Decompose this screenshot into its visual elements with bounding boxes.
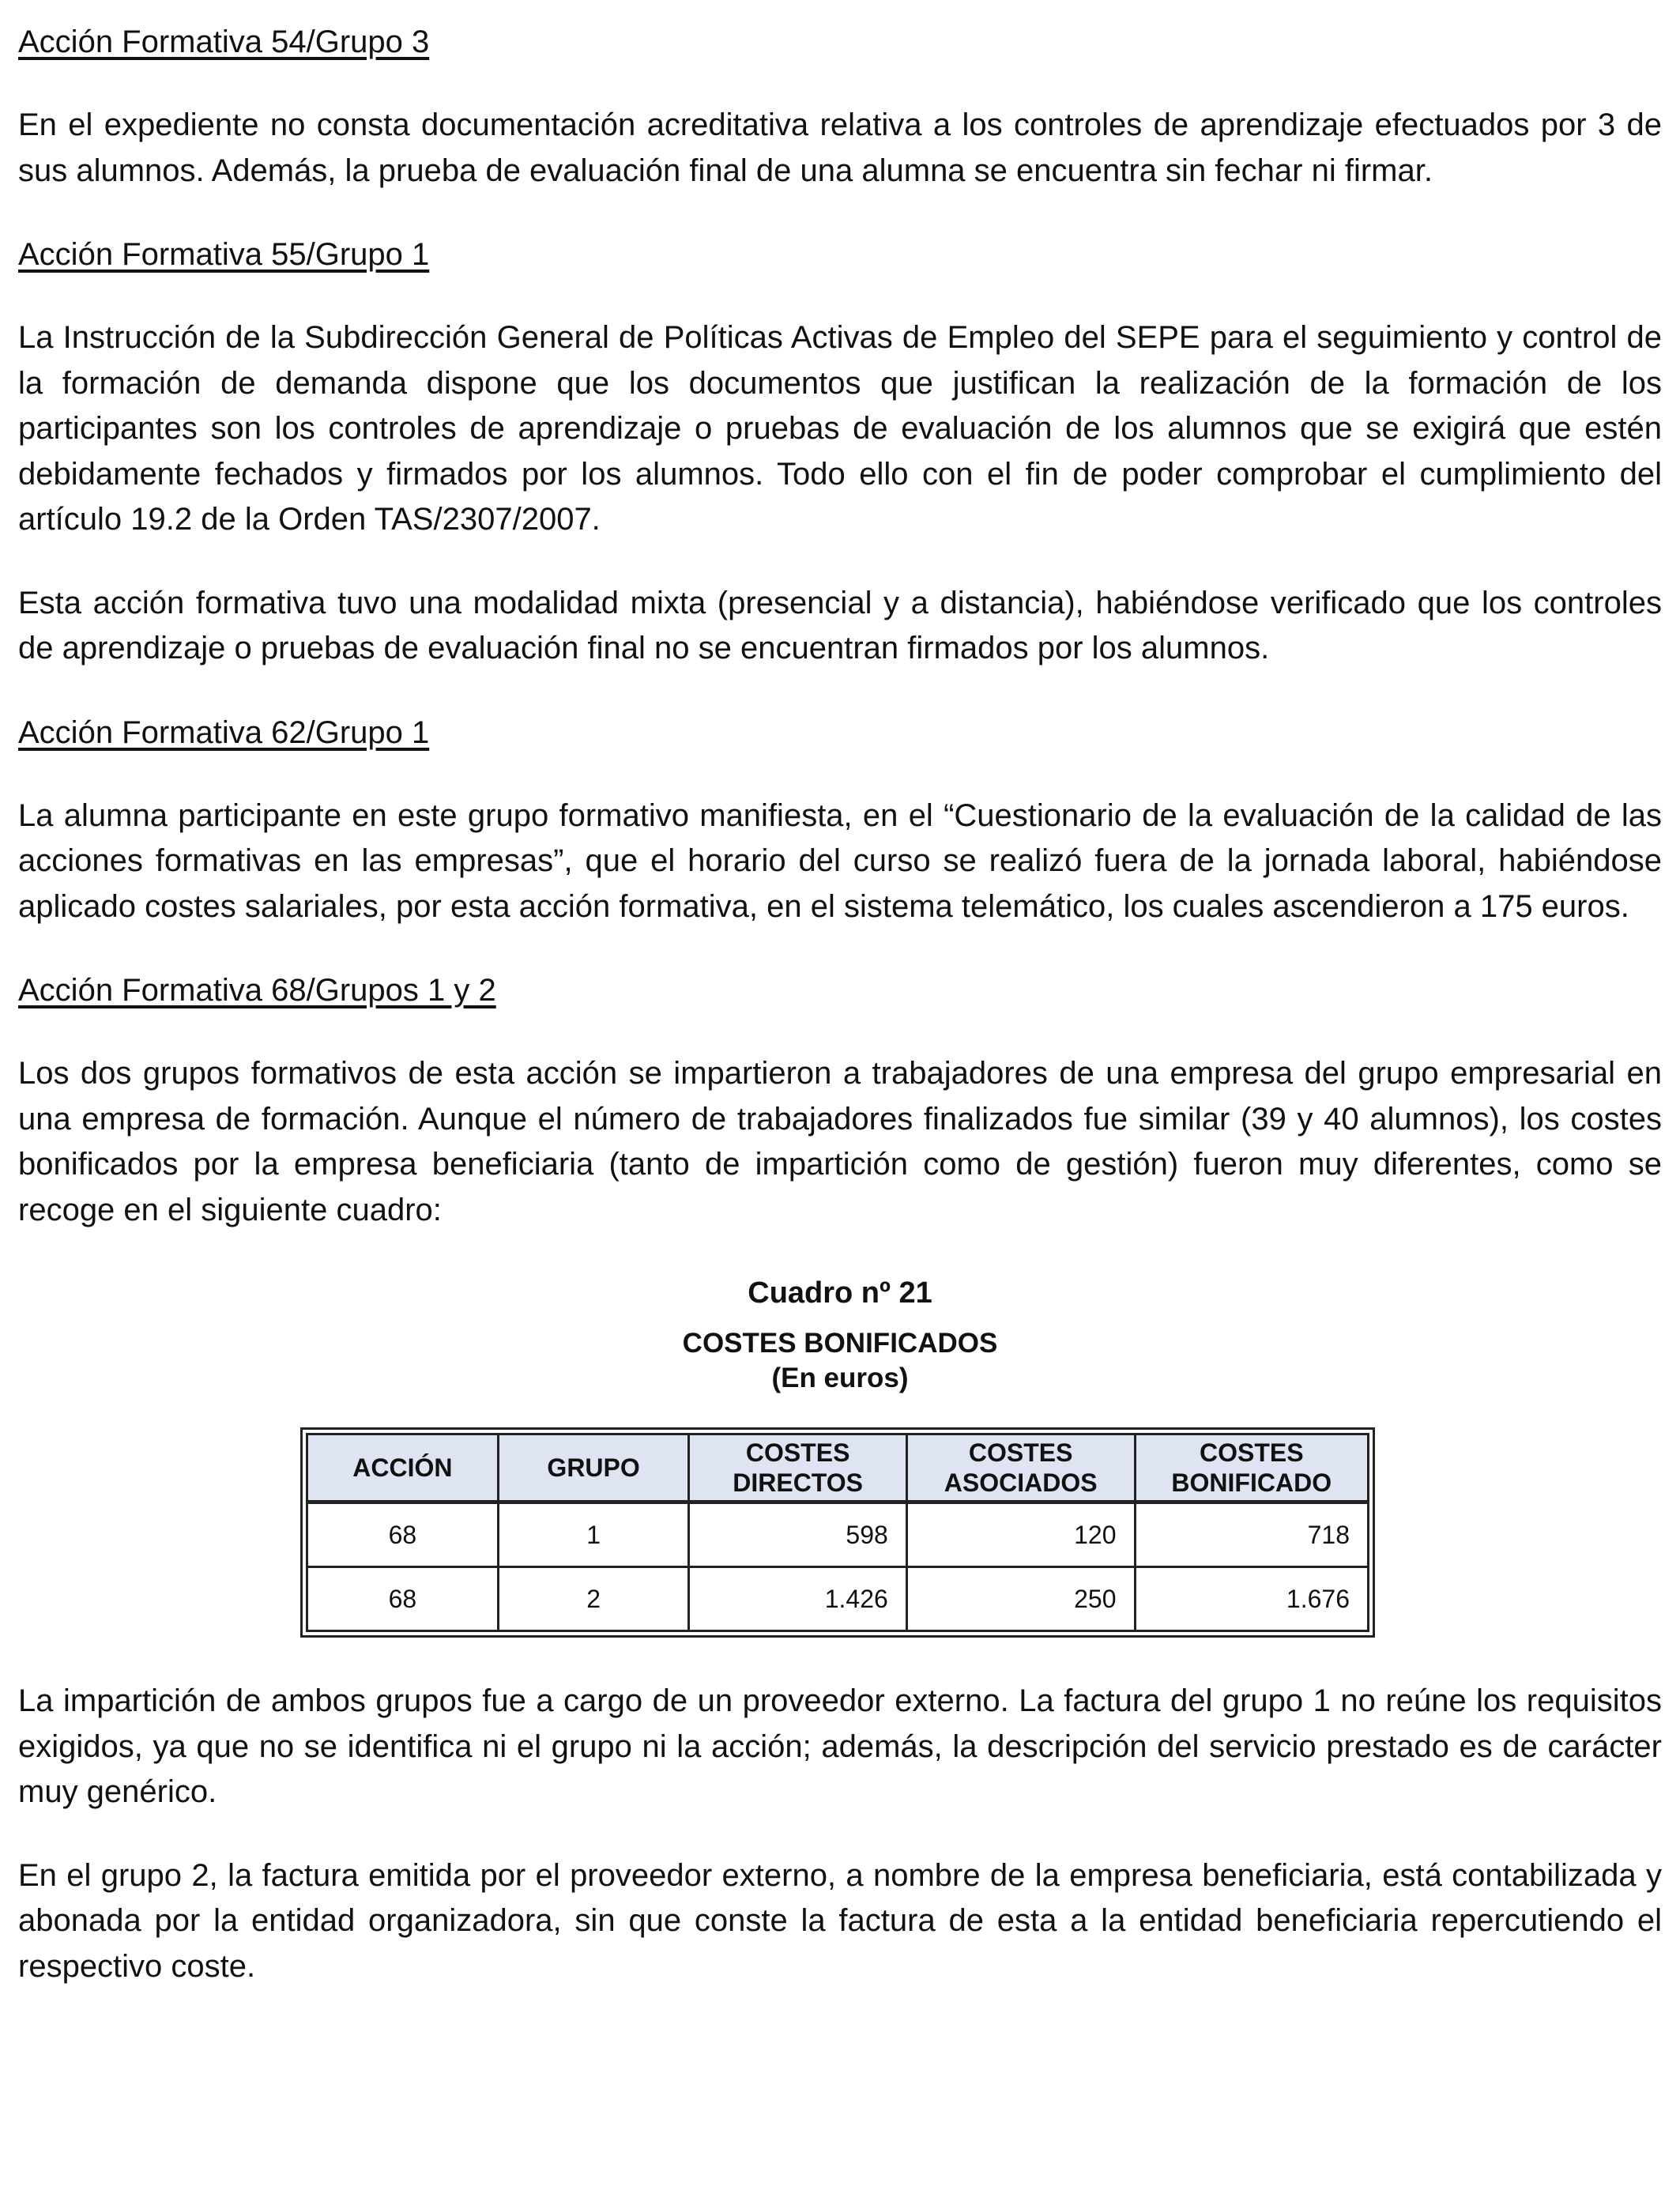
cell-costes-directos: 598 <box>689 1502 906 1567</box>
document-page <box>18 19 1662 1989</box>
cell-costes-bonificado: 718 <box>1135 1502 1368 1567</box>
paragraph-af55-1: La Instrucción de la Subdirección General de Políticas Activas de Empleo del SEPE para el seguimiento y control de la formación de demanda dispone que los documentos que justifican la realización de la formación de los participantes son los controles de aprendizaje o pruebas de evaluación de los alumnos que se exigirá que estén debidamente fechados y firmados por los alumnos. Todo ello con el fin de poder comprobar el cumplimiento del artículo 19.2 de la Orden TAS/2307/2007. <box>18 320 1662 537</box>
table-subtitle: COSTES BONIFICADOS <box>682 1328 998 1359</box>
closing-paragraph-2: En el grupo 2, la factura emitida por el proveedor externo, a nombre de la empresa beneficiaria, está contabilizada y abonada por la entidad organizadora, sin que conste la factura de esta a la entidad beneficiaria repercutiendo el respectivo coste. <box>18 1857 1662 1984</box>
header-accion: ACCIÓN <box>307 1434 499 1502</box>
header-costes-bonificado: COSTES BONIFICADO <box>1135 1434 1368 1502</box>
section-heading-af68: Acción Formativa 68/Grupos 1 y 2 <box>18 973 496 1008</box>
paragraph-af68: Los dos grupos formativos de esta acción se impartieron a trabajadores de una empresa del grupo empresarial en una empresa de formación. Aunque el número de trabajadores finalizados fue similar (39 y 40 alumnos), los costes bonificados por la empresa beneficiaria (tanto de impartición como de gestión) fueron muy diferentes, como se recoge en el siguiente cuadro: <box>18 1056 1662 1227</box>
costs-table <box>306 1433 1369 1632</box>
header-costes-directos: COSTES DIRECTOS <box>689 1434 906 1502</box>
cell-accion: 68 <box>307 1502 499 1567</box>
cell-grupo: 1 <box>498 1502 689 1567</box>
section-heading-af62: Acción Formativa 62/Grupo 1 <box>18 714 430 750</box>
table-row <box>307 1567 1369 1631</box>
cell-costes-directos: 1.426 <box>689 1567 906 1631</box>
table-caption: Cuadro nº 21 <box>748 1276 932 1310</box>
table-unit: (En euros) <box>771 1363 909 1393</box>
header-grupo: GRUPO <box>498 1434 689 1502</box>
cell-accion: 68 <box>307 1567 499 1631</box>
costs-table-frame <box>300 1427 1375 1638</box>
cell-grupo: 2 <box>498 1567 689 1631</box>
paragraph-af62: La alumna participante en este grupo formativo manifiesta, en el “Cuestionario de la evaluación de la calidad de las acciones formativas en las empresas”, que el horario del curso se realizó fuera de la jornada laboral, habiéndose aplicado costes salariales, por esta acción formativa, en el sistema telemático, los cuales ascendieron a 175 euros. <box>18 797 1662 924</box>
paragraph-af54: En el expediente no consta documentación acreditativa relativa a los controles de aprendizaje efectuados por 3 de sus alumnos. Además, la prueba de evaluación final de una alumna se encuentra sin fechar ni firmar. <box>18 107 1662 188</box>
cell-costes-asociados: 250 <box>906 1567 1135 1631</box>
table-row <box>307 1502 1369 1567</box>
section-heading-af55: Acción Formativa 55/Grupo 1 <box>18 237 430 272</box>
paragraph-af55-2: Esta acción formativa tuvo una modalidad mixta (presencial y a distancia), habiéndose verificado que los controles de aprendizaje o pruebas de evaluación final no se encuentran firmados por los alumnos. <box>18 585 1662 665</box>
header-costes-asociados: COSTES ASOCIADOS <box>906 1434 1135 1502</box>
cell-costes-asociados: 120 <box>906 1502 1135 1567</box>
table-header-row <box>307 1434 1369 1502</box>
cell-costes-bonificado: 1.676 <box>1135 1567 1368 1631</box>
section-heading-af54: Acción Formativa 54/Grupo 3 <box>18 25 430 59</box>
closing-paragraph-1: La impartición de ambos grupos fue a cargo de un proveedor externo. La factura del grupo 1 no reúne los requisitos exigidos, ya que no se identifica ni el grupo ni la acción; además, la descripción del servicio prestado es de carácter muy genérico. <box>18 1683 1662 1809</box>
